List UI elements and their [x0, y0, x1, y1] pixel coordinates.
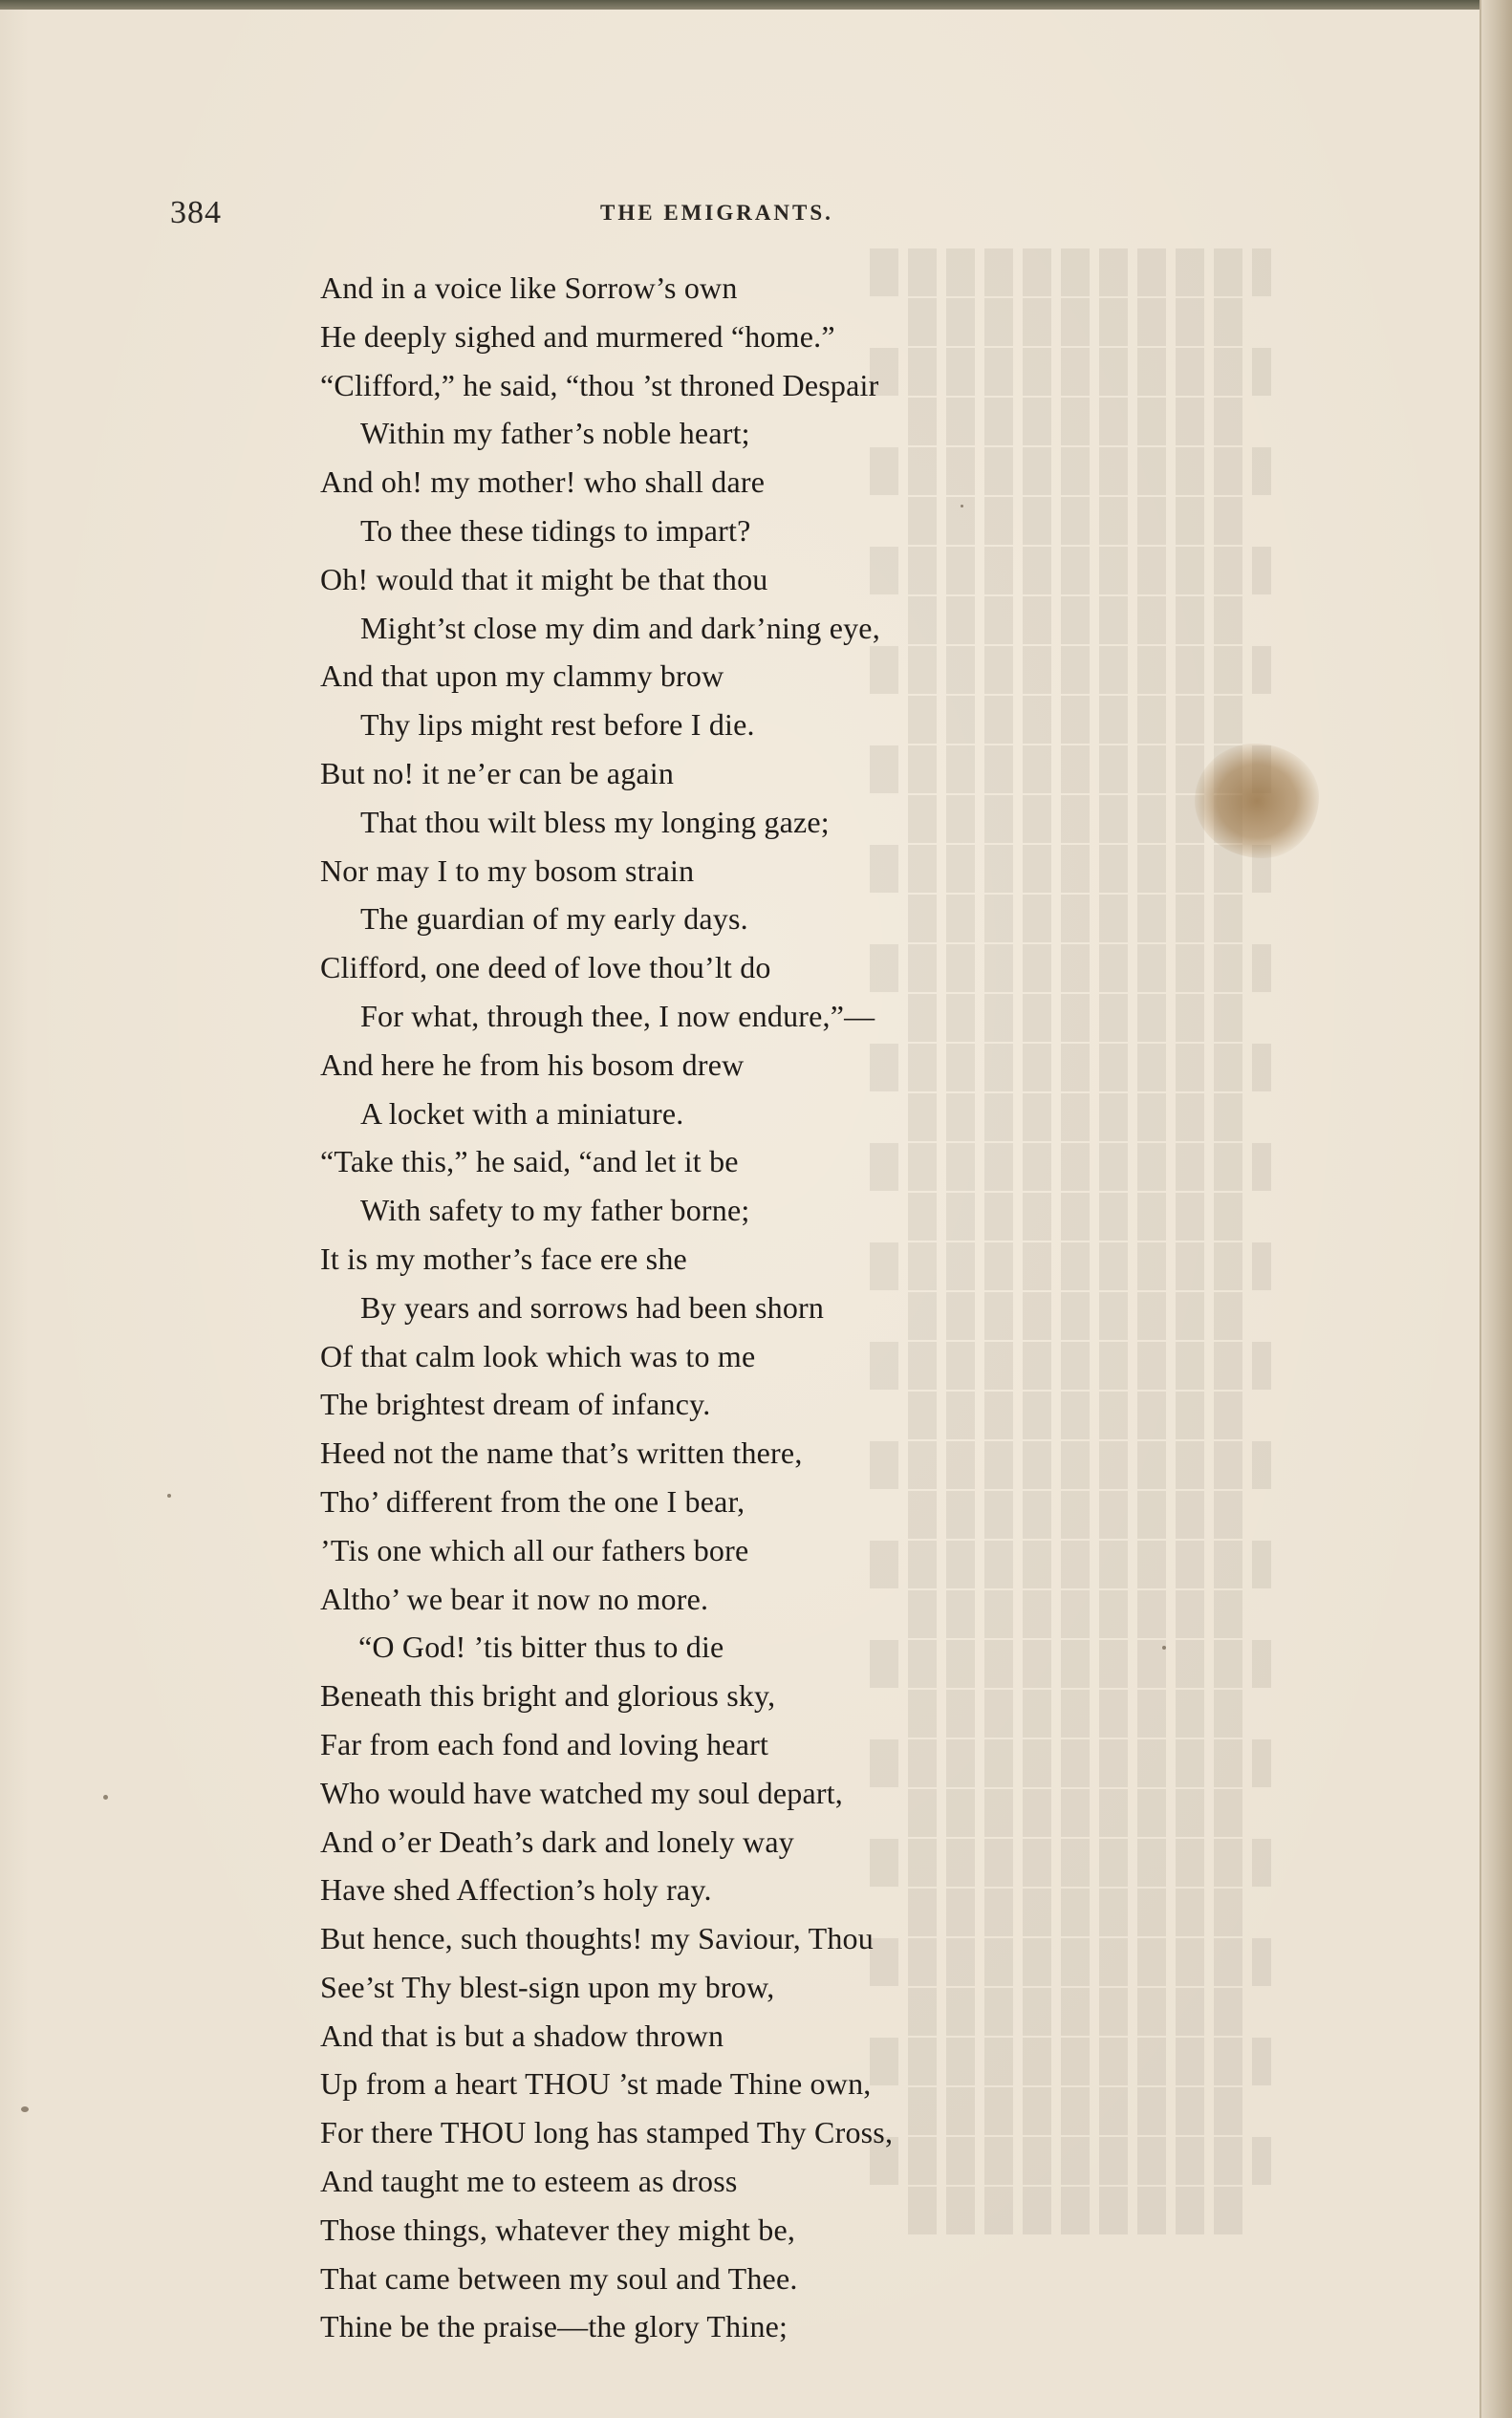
poem-line: And o’er Death’s dark and lonely way — [320, 1824, 794, 1859]
poem-line: Altho’ we bear it now no more. — [320, 1581, 709, 1616]
poem-line: For what, through thee, I now endure,”— — [360, 998, 875, 1033]
poem-line: The brightest dream of infancy. — [320, 1387, 711, 1422]
page-binding-edge — [1480, 0, 1512, 2418]
poem-line: Thine be the praise—the glory Thine; — [320, 2309, 788, 2344]
poem-line: “Clifford,” he said, “thou ’st throned Despair — [320, 367, 879, 402]
paper-speck — [21, 2106, 29, 2112]
poem-line: Of that calm look which was to me — [320, 1338, 756, 1373]
paper-speck — [167, 1494, 171, 1498]
poem-line: And in a voice like Sorrow’s own — [320, 270, 738, 305]
poem-line: Who would have watched my soul depart, — [320, 1775, 844, 1810]
poem-line: By years and sorrows had been shorn — [360, 1289, 825, 1325]
poem-line: A locket with a miniature. — [360, 1095, 684, 1131]
poem-line: Far from each fond and loving heart — [320, 1726, 769, 1761]
page-top-edge — [0, 0, 1512, 10]
poem-line: But hence, such thoughts! my Saviour, Thou — [320, 1921, 874, 1956]
page-number: 384 — [170, 195, 222, 230]
poem-line: And here he from his bosom drew — [320, 1047, 745, 1082]
poem-line: Have shed Affection’s holy ray. — [320, 1872, 712, 1908]
poem-line: Within my father’s noble heart; — [360, 416, 750, 451]
poem-line: “Take this,” he said, “and let it be — [320, 1144, 739, 1179]
poem-line: To thee these tidings to impart? — [360, 512, 751, 548]
poem-line: Up from a heart THOU ’st made Thine own, — [320, 2066, 872, 2102]
poem-line: Clifford, one deed of love thou’lt do — [320, 950, 771, 985]
poem-line: Thy lips might rest before I die. — [360, 707, 755, 743]
poem-line: And that is but a shadow thrown — [320, 2018, 724, 2053]
poem-line: He deeply sighed and murmered “home.” — [320, 318, 835, 354]
poem-line: Nor may I to my bosom strain — [320, 853, 695, 888]
poem-line: And oh! my mother! who shall dare — [320, 464, 766, 500]
poem-line: With safety to my father borne; — [360, 1193, 750, 1228]
poem-line: “O God! ’tis bitter thus to die — [358, 1630, 724, 1665]
running-title: THE EMIGRANTS. — [600, 201, 833, 225]
poem-line: Heed not the name that’s written there, — [320, 1436, 803, 1471]
poem-line: The guardian of my early days. — [360, 901, 748, 937]
poem-line: For there THOU long has stamped Thy Cross, — [320, 2115, 894, 2150]
poem-line: And that upon my clammy brow — [320, 658, 724, 694]
poem-line: That came between my soul and Thee. — [320, 2260, 798, 2296]
paper-speck — [103, 1795, 108, 1800]
poem-line: ’Tis one which all our fathers bore — [320, 1532, 749, 1567]
poem-line: That thou wilt bless my longing gaze; — [360, 804, 830, 839]
page-header — [0, 195, 1512, 233]
poem-line: See’st Thy blest-sign upon my brow, — [320, 1969, 775, 2004]
poem-line: And taught me to esteem as dross — [320, 2164, 738, 2199]
poem-line: Tho’ different from the one I bear, — [320, 1483, 745, 1519]
paper-stain — [1195, 744, 1319, 858]
poem-line: But no! it ne’er can be again — [320, 755, 675, 790]
paper-speck — [1162, 1646, 1166, 1650]
poem-text — [320, 264, 1085, 2351]
poem-line: Oh! would that it might be that thou — [320, 561, 768, 596]
poem-line: Beneath this bright and glorious sky, — [320, 1678, 776, 1714]
poem-line: It is my mother’s face ere she — [320, 1241, 687, 1276]
poem-line: Might’st close my dim and dark’ning eye, — [360, 610, 880, 645]
poem-line: Those things, whatever they might be, — [320, 2212, 796, 2247]
